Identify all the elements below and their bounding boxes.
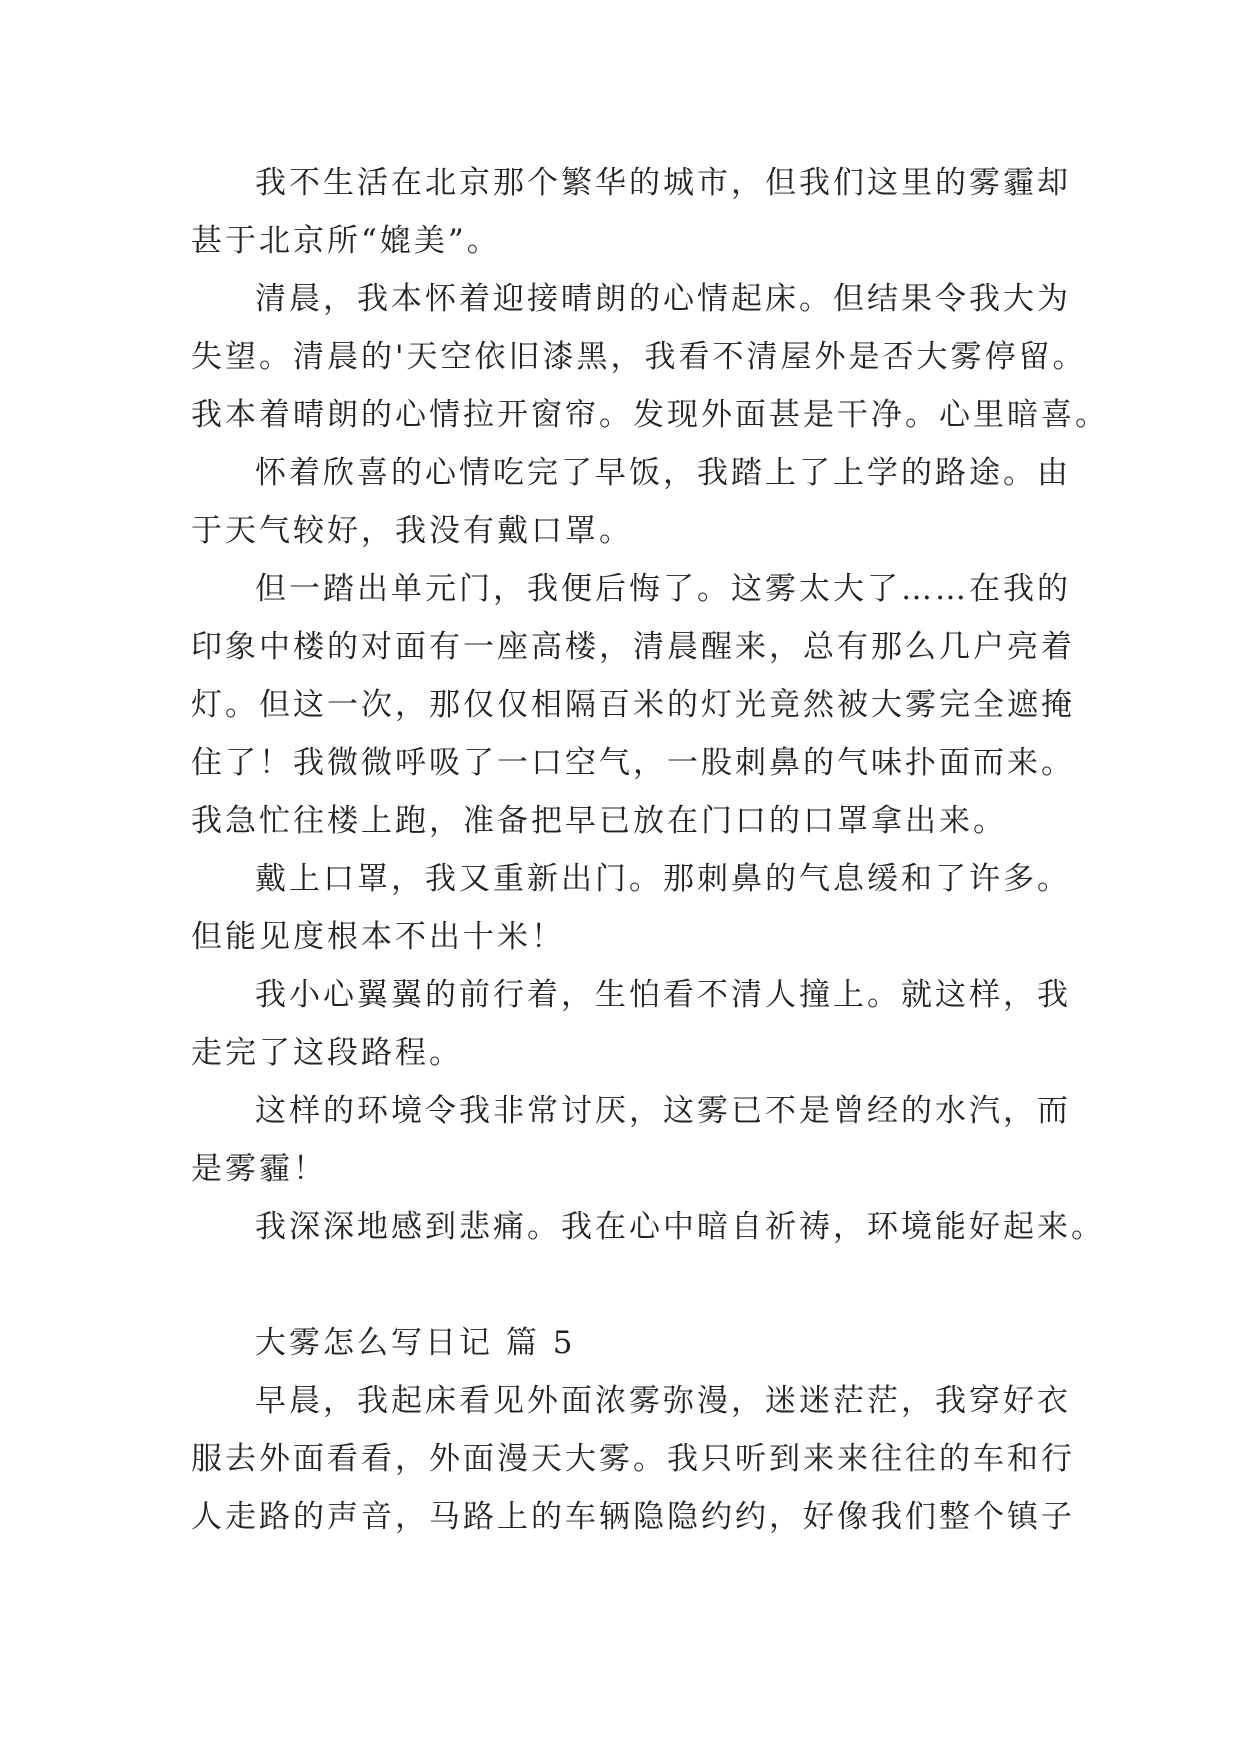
paragraph	[191, 444, 1071, 560]
paragraph-line: 我小心翼翼的前行着，生怕看不清人撞上。就这样，我	[255, 977, 1071, 1013]
section-heading	[191, 1314, 1051, 1372]
paragraph	[191, 1082, 1071, 1198]
paragraph-line: 灯。但这一次，那仅仅相隔百米的灯光竟然被大雾完全遮掩	[191, 687, 1075, 723]
paragraph-line: 但能见度根本不出十米！	[191, 919, 565, 955]
paragraph	[191, 966, 1071, 1082]
paragraph-line: 印象中楼的对面有一座高楼，清晨醒来，总有那么几户亮着	[191, 629, 1075, 665]
paragraph-line: 走完了这段路程。	[191, 1035, 463, 1071]
paragraph	[191, 560, 1075, 850]
paragraph-line: 戴上口罩，我又重新出门。那刺鼻的气息缓和了许多。	[255, 861, 1071, 897]
paragraph	[191, 1372, 1075, 1546]
paragraph-line: 我深深地感到悲痛。我在心中暗自祈祷，环境能好起来。	[255, 1209, 1105, 1245]
paragraph-line: 但一踏出单元门，我便后悔了。这雾太大了……在我的	[255, 571, 1071, 607]
section-gap	[191, 1256, 1051, 1314]
paragraph-line: 我本着晴朗的心情拉开窗帘。发现外面甚是干净。心里暗喜。	[191, 397, 1109, 433]
paragraph-line: 于天气较好，我没有戴口罩。	[191, 513, 633, 549]
paragraph-line: 是雾霾！	[191, 1151, 327, 1187]
paragraph-line: 服去外面看看，外面漫天大雾。我只听到来来往往的车和行	[191, 1441, 1075, 1477]
paragraph-line: 怀着欣喜的心情吃完了早饭，我踏上了上学的路途。由	[255, 455, 1071, 491]
paragraph	[191, 154, 1071, 270]
paragraph-line: 失望。清晨的'天空依旧漆黑，我看不清屋外是否大雾停留。	[191, 339, 1087, 375]
paragraph	[191, 270, 1109, 444]
document-body	[191, 154, 1109, 1546]
paragraph-line: 这样的环境令我非常讨厌，这雾已不是曾经的水汽，而	[255, 1093, 1071, 1129]
paragraph-line: 清晨，我本怀着迎接晴朗的心情起床。但结果令我大为	[255, 281, 1071, 317]
paragraph	[191, 1198, 1105, 1256]
paragraph-line: 我不生活在北京那个繁华的城市，但我们这里的雾霾却	[255, 165, 1071, 201]
paragraph-line: 早晨，我起床看见外面浓雾弥漫，迷迷茫茫，我穿好衣	[255, 1383, 1071, 1419]
paragraph-line: 住了！我微微呼吸了一口空气，一股刺鼻的气味扑面而来。	[191, 745, 1075, 781]
paragraph-line: 我急忙往楼上跑，准备把早已放在门口的口罩拿出来。	[191, 803, 1007, 839]
heading-text: 大雾怎么写日记 篇 5	[255, 1325, 576, 1361]
paragraph	[191, 850, 1071, 966]
paragraph-line: 甚于北京所“媲美”。	[191, 223, 501, 259]
paragraph-line: 人走路的声音，马路上的车辆隐隐约约，好像我们整个镇子	[191, 1499, 1075, 1535]
